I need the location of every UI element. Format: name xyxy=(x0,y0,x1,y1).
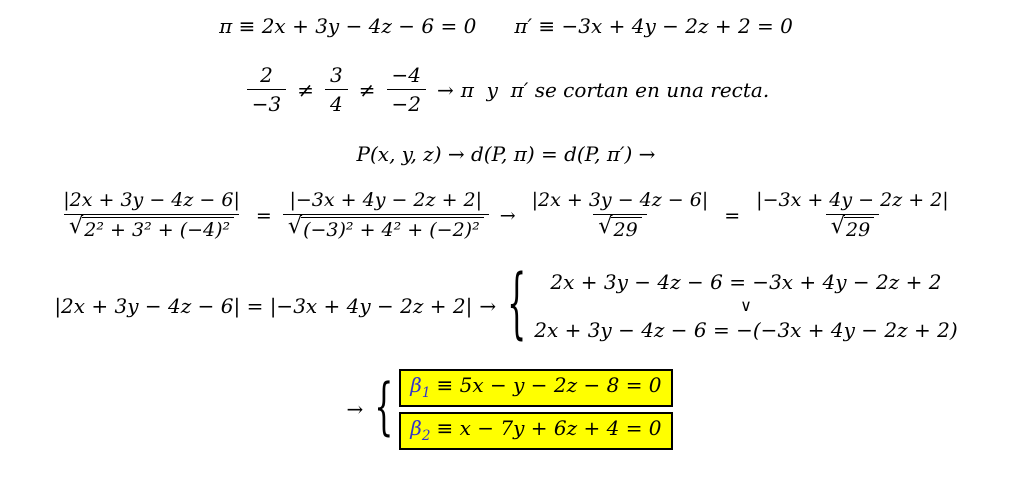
fraction-denominator: −2 xyxy=(387,89,426,116)
fraction-numerator: |−3x + 4y − 2z + 2| xyxy=(756,189,949,211)
square-root xyxy=(287,212,484,243)
radicand: 29 xyxy=(844,217,874,243)
ratio-fraction-1 xyxy=(247,64,286,116)
solution-boxes xyxy=(399,369,672,450)
fraction-numerator: |2x + 3y − 4z − 6| xyxy=(63,189,240,211)
fraction-denominator xyxy=(826,214,879,243)
left-brace-icon: { xyxy=(374,372,394,444)
beta2-symbol: β xyxy=(410,415,422,440)
square-root xyxy=(69,212,234,243)
solution-box-beta2 xyxy=(399,412,672,450)
fraction-numerator: 2 xyxy=(260,63,273,87)
fraction-numerator: |2x + 3y − 4z − 6| xyxy=(531,189,709,211)
radical-icon: √ xyxy=(830,212,845,239)
not-equal-sign: ≠ xyxy=(358,78,376,102)
distance-fraction-pi-prime xyxy=(283,190,489,243)
distance-condition-line xyxy=(357,142,656,166)
case-equation-1: 2x + 3y − 4z − 6 = −3x + 4y − 2z + 2 xyxy=(550,269,942,294)
simplified-fraction-pi-prime xyxy=(751,190,954,243)
radical-icon: √ xyxy=(69,212,84,239)
case-equation-2: 2x + 3y − 4z − 6 = −(−3x + 4y − 2z + 2) xyxy=(534,317,958,342)
fraction-numerator: −4 xyxy=(391,63,422,87)
arrow-icon: → xyxy=(346,397,364,422)
beta2-subscript: 2 xyxy=(421,427,431,444)
fraction-denominator: −3 xyxy=(247,89,286,116)
conclusion-text: π y π′ se cortan en una recta. xyxy=(460,78,770,102)
beta2-equation: ≡ x − 7y + 6z + 4 = 0 xyxy=(436,415,662,440)
simplified-fraction-pi xyxy=(527,190,714,243)
logical-or-symbol: ∨ xyxy=(740,295,752,315)
fraction-numerator: |−3x + 4y − 2z + 2| xyxy=(289,189,483,211)
pi-plane-equation: π ≡ 2x + 3y − 4z − 6 = 0 xyxy=(219,14,477,38)
solution-line xyxy=(339,369,672,450)
square-root xyxy=(598,212,641,243)
equals-sign: = xyxy=(724,205,741,228)
fraction-numerator: 3 xyxy=(330,63,343,87)
arrow-icon: → xyxy=(479,293,497,318)
left-brace-icon: { xyxy=(507,259,527,349)
pi-prime-plane-equation: π′ ≡ −3x + 4y − 2z + 2 = 0 xyxy=(514,14,793,38)
arrow-icon: → xyxy=(437,78,454,102)
distance-formula-line xyxy=(54,190,957,243)
radicand: 2² + 3² + (−4)² xyxy=(82,217,234,243)
radicand: 29 xyxy=(611,217,641,243)
absolute-value-equality-line xyxy=(54,259,958,349)
ratio-fraction-2 xyxy=(325,64,348,116)
radicand: (−3)² + 4² + (−2)² xyxy=(301,217,484,243)
equals-sign: = xyxy=(255,205,272,228)
beta1-equation: ≡ 5x − y − 2z − 8 = 0 xyxy=(436,372,662,397)
case-system xyxy=(534,269,957,343)
fraction-denominator xyxy=(283,214,489,243)
arrow-icon: → xyxy=(499,205,516,228)
absolute-value-equality: |2x + 3y − 4z − 6| = |−3x + 4y − 2z + 2| xyxy=(54,293,473,318)
beta1-subscript: 1 xyxy=(421,384,431,401)
square-root xyxy=(830,212,874,243)
distance-fraction-pi xyxy=(58,190,245,243)
fraction-denominator xyxy=(64,214,239,243)
distance-condition: P(x, y, z) → d(P, π) = d(P, π′) → xyxy=(356,142,656,166)
not-equal-sign: ≠ xyxy=(297,78,315,102)
solution-box-beta1 xyxy=(399,369,672,407)
fraction-denominator: 4 xyxy=(325,89,348,116)
ratio-comparison-line xyxy=(243,64,769,116)
radical-icon: √ xyxy=(598,212,613,239)
plane-definitions-line xyxy=(219,14,793,38)
beta1-symbol: β xyxy=(410,372,422,397)
ratio-fraction-3 xyxy=(387,64,426,116)
radical-icon: √ xyxy=(287,212,303,239)
fraction-denominator xyxy=(593,214,646,243)
